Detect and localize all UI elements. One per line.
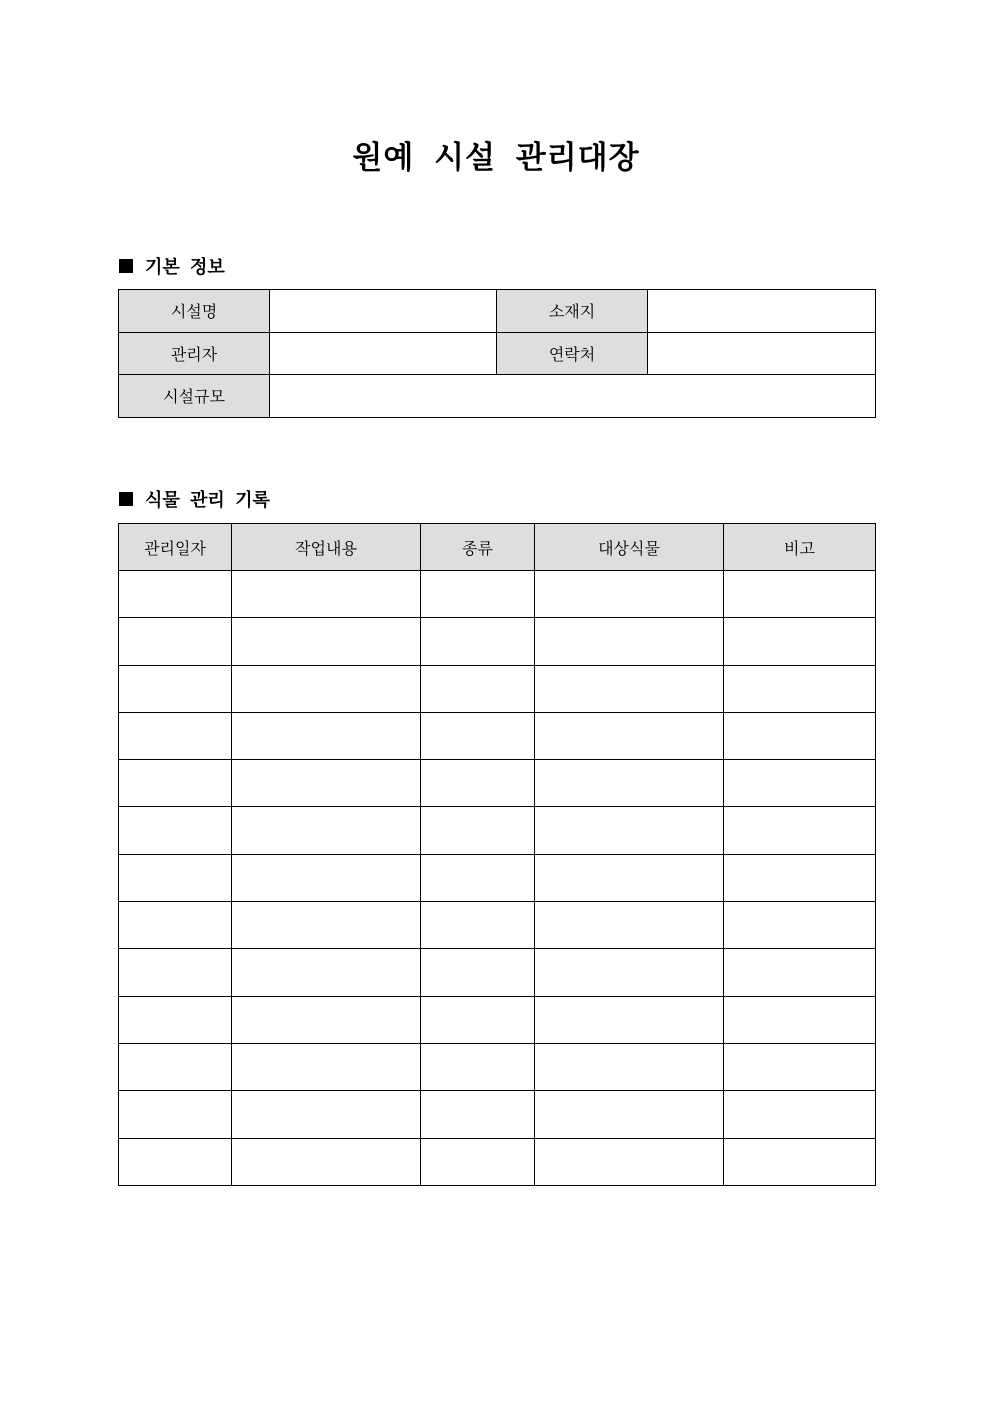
type-cell[interactable] [421,712,535,759]
type-cell[interactable] [421,618,535,665]
date-cell[interactable] [119,949,232,996]
type-cell[interactable] [421,996,535,1043]
task-cell[interactable] [232,665,421,712]
table-row [119,332,876,375]
task-cell[interactable] [232,712,421,759]
type-cell[interactable] [421,949,535,996]
remarks-cell[interactable] [724,996,876,1043]
section-heading-label: 기본 정보 [145,257,225,278]
location-label: 소재지 [497,290,648,333]
task-cell[interactable] [232,807,421,854]
target-plant-cell[interactable] [535,712,724,759]
remarks-cell[interactable] [724,618,876,665]
table-row [119,375,876,418]
date-cell[interactable] [119,1138,232,1185]
date-cell[interactable] [119,807,232,854]
remarks-cell[interactable] [724,1138,876,1185]
target-plant-cell[interactable] [535,1043,724,1090]
target-plant-cell[interactable] [535,760,724,807]
table-row [119,902,876,949]
task-cell[interactable] [232,618,421,665]
target-plant-cell[interactable] [535,902,724,949]
manager-label: 관리자 [119,332,270,375]
type-cell[interactable] [421,902,535,949]
section-heading-basic-info [119,253,225,279]
date-cell[interactable] [119,618,232,665]
facility-size-field[interactable] [270,375,876,418]
table-row [119,996,876,1043]
target-plant-cell[interactable] [535,618,724,665]
type-cell[interactable] [421,1043,535,1090]
remarks-cell[interactable] [724,1043,876,1090]
square-bullet-icon [119,492,133,506]
table-row [119,290,876,333]
task-cell[interactable] [232,949,421,996]
target-plant-cell[interactable] [535,996,724,1043]
date-cell[interactable] [119,902,232,949]
facility-size-label: 시설규모 [119,375,270,418]
manager-field[interactable] [270,332,497,375]
page-title: 원예 시설 관리대장 [352,140,640,176]
section-heading-plant-log [119,486,270,512]
table-row [119,1138,876,1185]
contact-label: 연락처 [497,332,648,375]
type-cell[interactable] [421,760,535,807]
type-cell[interactable] [421,1138,535,1185]
type-cell[interactable] [421,807,535,854]
task-cell[interactable] [232,902,421,949]
date-cell[interactable] [119,1043,232,1090]
column-header-remarks: 비고 [724,524,876,571]
table-row [119,1091,876,1138]
type-cell[interactable] [421,571,535,618]
task-cell[interactable] [232,854,421,901]
date-cell[interactable] [119,854,232,901]
remarks-cell[interactable] [724,854,876,901]
table-row [119,665,876,712]
date-cell[interactable] [119,996,232,1043]
table-row [119,760,876,807]
facility-name-field[interactable] [270,290,497,333]
plant-log-table [118,523,876,1186]
task-cell[interactable] [232,996,421,1043]
column-header-task: 작업내용 [232,524,421,571]
target-plant-cell[interactable] [535,665,724,712]
column-header-type: 종류 [421,524,535,571]
date-cell[interactable] [119,571,232,618]
task-cell[interactable] [232,1138,421,1185]
remarks-cell[interactable] [724,760,876,807]
remarks-cell[interactable] [724,807,876,854]
location-field[interactable] [648,290,876,333]
table-row [119,854,876,901]
table-header-row [119,524,876,571]
type-cell[interactable] [421,1091,535,1138]
task-cell[interactable] [232,571,421,618]
remarks-cell[interactable] [724,902,876,949]
type-cell[interactable] [421,854,535,901]
remarks-cell[interactable] [724,1091,876,1138]
target-plant-cell[interactable] [535,571,724,618]
date-cell[interactable] [119,760,232,807]
remarks-cell[interactable] [724,665,876,712]
square-bullet-icon [119,259,133,273]
section-heading-label: 식물 관리 기록 [145,490,270,511]
table-row [119,1043,876,1090]
date-cell[interactable] [119,1091,232,1138]
task-cell[interactable] [232,1091,421,1138]
column-header-target-plant: 대상식물 [535,524,724,571]
target-plant-cell[interactable] [535,949,724,996]
remarks-cell[interactable] [724,712,876,759]
basic-info-table [118,289,876,418]
type-cell[interactable] [421,665,535,712]
table-row [119,571,876,618]
target-plant-cell[interactable] [535,854,724,901]
task-cell[interactable] [232,1043,421,1090]
target-plant-cell[interactable] [535,807,724,854]
target-plant-cell[interactable] [535,1138,724,1185]
table-row [119,712,876,759]
date-cell[interactable] [119,665,232,712]
remarks-cell[interactable] [724,571,876,618]
table-row [119,949,876,996]
table-row [119,618,876,665]
facility-name-label: 시설명 [119,290,270,333]
contact-field[interactable] [648,332,876,375]
date-cell[interactable] [119,712,232,759]
target-plant-cell[interactable] [535,1091,724,1138]
task-cell[interactable] [232,760,421,807]
table-row [119,807,876,854]
column-header-date: 관리일자 [119,524,232,571]
remarks-cell[interactable] [724,949,876,996]
